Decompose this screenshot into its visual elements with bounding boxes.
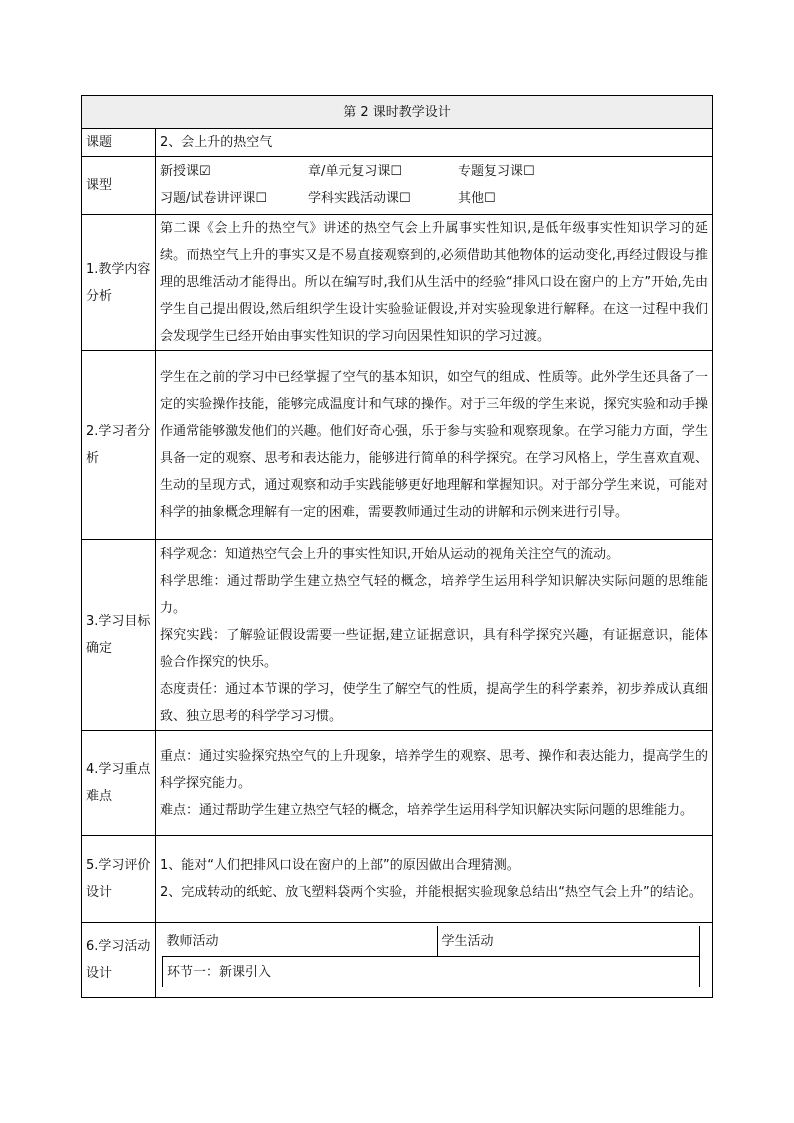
lesson-plan-document	[81, 95, 713, 998]
goal-science-concept: 科学观念：知道热空气会上升的事实性知识,开始从运动的视角关注空气的流动。	[160, 546, 620, 562]
section-label-learning-goals: 3.学习目标确定	[82, 540, 156, 731]
lesson-plan-table	[81, 95, 713, 998]
section-label-learner-analysis: 2.学习者分析	[82, 351, 156, 540]
goal-inquiry-practice: 探究实践：了解验证假设需要一些证据,建立证据意识，具有科学探究兴趣，有证据意识，能体验合作探究的快乐。	[160, 627, 708, 670]
lesson-value: 2、会上升的热空气	[156, 129, 713, 157]
type-option-other[interactable]: 其他☐	[458, 191, 496, 206]
type-option-topic-review[interactable]: 专题复习课☐	[458, 164, 535, 179]
learner-analysis-text: 学生在之前的学习中已经掌握了空气的基本知识，如空气的组成、性质等。此外学生还具备了一定的实验操作技能，能够完成温度计和气球的操作。对于三年级的学生来说，探究实验和动手操作通常能够激发他们的兴趣。他们好奇心强，乐于参与实验和观察现象。在学习能力方面，学生具备一定的观察、思考和表达能力，能够进行简单的科学探究。在学习风格上，学生喜欢直观、生动的呈现方式，通过观察和动手实践能够更好地理解和掌握知识。对于部分学生来说，可能对科学的抽象概念理解有一定的困难，需要教师通过生动的讲解和示例来进行引导。	[160, 370, 708, 520]
stage-1-intro: 环节一：新课引入	[163, 957, 700, 988]
type-options-row-1	[160, 158, 708, 185]
type-option-new-lesson[interactable]: 新授课☑	[160, 164, 211, 179]
activity-table	[162, 926, 700, 987]
content-analysis-text: 第二课《会上升的热空气》讲述的热空气会上升属事实性知识,是低年级事实性知识学习的延续。而热空气上升的事实又是不易直接观察到的,必须借助其他物体的运动变化,再经过假设与推理的思维活动才能得出。所以在编写时,我们从生活中的经验“排风口设在窗户的上方”开始,先由学生自己提出假设,然后组织学生设计实验验证假设,并对实验现象进行解释。在这一过程中我们会发现学生已经开始由事实性知识的学习向因果性知识的学习过渡。	[160, 221, 708, 344]
type-option-exercise-review[interactable]: 习题/试卷讲评课☐	[160, 191, 268, 206]
section-label-content-analysis: 1.教学内容分析	[82, 215, 156, 351]
evaluation-item-1: 1、能对“人们把排风口设在窗户的上部”的原因做出合理猜测。	[160, 858, 520, 873]
teacher-activity-header: 教师活动	[163, 926, 438, 957]
section-label-key-points: 4.学习重点难点	[82, 731, 156, 836]
type-label: 课型	[82, 157, 156, 215]
section-label-activity-design: 6.学习活动设计	[82, 923, 156, 998]
difficult-point-text: 难点：通过帮助学生建立热空气轻的概念，培养学生运用科学知识解决实际问题的思维能力。	[160, 802, 694, 818]
type-options-row-2	[160, 185, 708, 212]
key-point-text: 重点：通过实验探究热空气的上升现象，培养学生的观察、思考、操作和表达能力，提高学生的科学探究能力。	[160, 748, 708, 791]
type-option-practice-activity[interactable]: 学科实践活动课☐	[308, 191, 411, 206]
student-activity-header: 学生活动	[437, 926, 700, 957]
type-option-unit-review[interactable]: 章/单元复习课☐	[308, 164, 403, 179]
goal-attitude-responsibility: 态度责任：通过本节课的学习，使学生了解空气的性质，提高学生的科学素养，初步养成认真细致、独立思考的科学学习习惯。	[160, 681, 708, 724]
document-title: 第 2 课时教学设计	[82, 96, 713, 129]
section-label-evaluation: 5.学习评价设计	[82, 836, 156, 923]
evaluation-item-2: 2、完成转动的纸蛇、放飞塑料袋两个实验，并能根据实验现象总结出“热空气会上升”的结论。	[160, 885, 702, 900]
goal-science-thinking: 科学思维：通过帮助学生建立热空气轻的概念，培养学生运用科学知识解决实际问题的思维能力。	[160, 573, 708, 616]
lesson-label: 课题	[82, 129, 156, 157]
